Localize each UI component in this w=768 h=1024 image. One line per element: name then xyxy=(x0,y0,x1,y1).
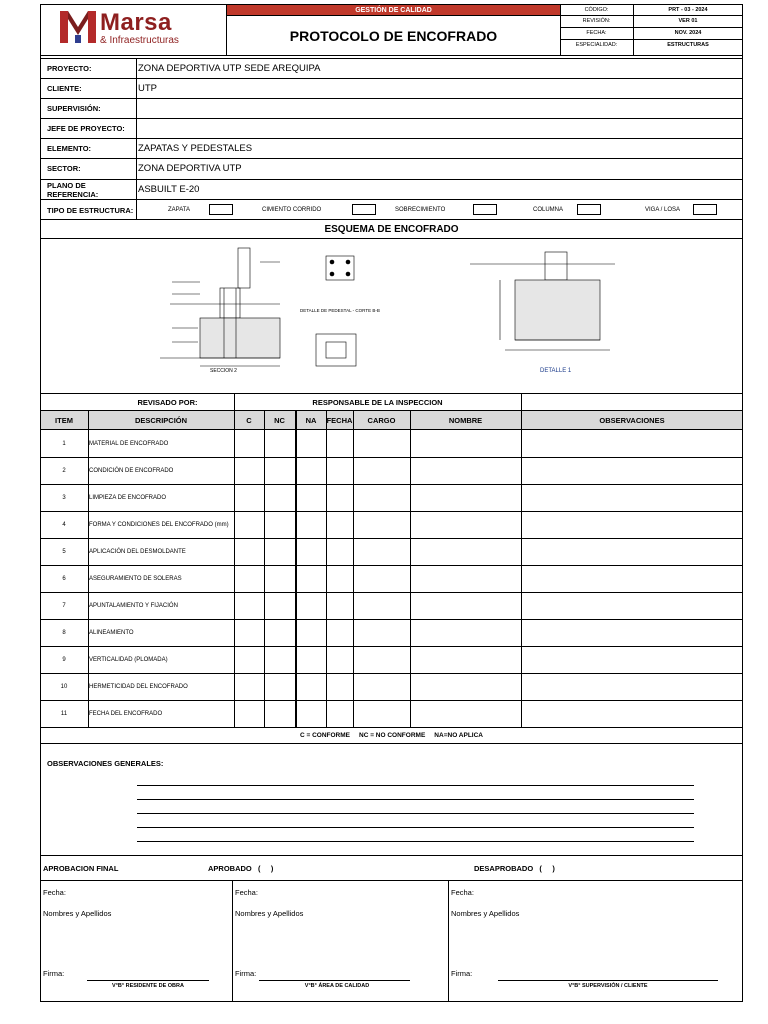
sig2-nombres[interactable]: Nombres y Apellidos xyxy=(235,909,304,918)
field-elemento[interactable]: ZAPATAS Y PEDESTALES xyxy=(138,142,253,154)
label-elemento: ELEMENTO: xyxy=(47,143,92,153)
table-row-10-desc: HERMETICIDAD DEL ENCOFRADO xyxy=(89,683,188,690)
observation-line[interactable] xyxy=(137,785,694,786)
table-row-11-desc: FECHA DEL ENCOFRADO xyxy=(89,711,163,717)
option-columna-label: COLUMNA xyxy=(533,207,564,213)
caption-right: DETALLE 1 xyxy=(540,368,572,374)
table-row-2-desc: CONDICIÓN DE ENCOFRADO xyxy=(89,467,174,474)
th-nombre: NOMBRE xyxy=(448,416,483,425)
th-observaciones: OBSERVACIONES xyxy=(599,416,665,425)
meta-label-codigo: CÓDIGO: xyxy=(584,6,609,13)
logo-name: Marsa xyxy=(100,9,172,36)
table-row-6-desc: ASEGURAMIENTO DE SOLERAS xyxy=(89,575,182,582)
table-row-3-item: 3 xyxy=(62,494,66,501)
meta-value-fecha: NOV. 2024 xyxy=(674,30,702,36)
th-fecha: FECHA xyxy=(326,416,353,425)
table-row-1-item: 1 xyxy=(62,440,66,447)
label-jefe-proyecto: JEFE DE PROYECTO: xyxy=(47,123,125,133)
observation-line[interactable] xyxy=(137,827,694,828)
meta-label-especialidad: ESPECIALIDAD: xyxy=(575,42,618,48)
table-row-7-item: 7 xyxy=(62,602,66,609)
label-sector: SECTOR: xyxy=(47,164,81,173)
rejected-option[interactable]: DESAPROBADO ( ) xyxy=(474,864,555,873)
section-drawing-left xyxy=(160,248,280,366)
formwork-drawings xyxy=(140,242,640,388)
form-title: PROTOCOLO DE ENCOFRADO xyxy=(289,28,498,44)
label-tipo-estructura: TIPO DE ESTRUCTURA: xyxy=(47,205,134,215)
th-na: NA xyxy=(305,416,317,425)
meta-value-revision: VER 01 xyxy=(678,18,698,24)
sig2-firma[interactable]: Firma: xyxy=(235,969,257,978)
meta-value-codigo: PRT - 03 - 2024 xyxy=(668,6,708,13)
structure-type-row xyxy=(40,200,743,220)
caption-left: SECCION 2 xyxy=(210,368,237,374)
logo-subtitle: & Infraestructuras xyxy=(100,35,179,46)
checkbox-sobrecimiento[interactable] xyxy=(473,204,497,215)
table-row-4-desc: FORMA Y CONDICIONES DEL ENCOFRADO (mm) xyxy=(89,521,229,528)
approved-option[interactable]: APROBADO ( ) xyxy=(208,864,274,873)
table-row-1-desc: MATERIAL DE ENCOFRADO xyxy=(89,440,169,447)
checkbox-columna[interactable] xyxy=(577,204,601,215)
table-row-8-desc: ALINEAMIENTO xyxy=(89,629,134,636)
observation-line[interactable] xyxy=(137,799,694,800)
field-supervision[interactable] xyxy=(138,98,738,118)
checkbox-zapata[interactable] xyxy=(209,204,233,215)
sig1-firma[interactable]: Firma: xyxy=(43,969,65,978)
label-supervision: SUPERVISIÓN: xyxy=(47,103,101,113)
sig3-firma[interactable]: Firma: xyxy=(451,969,473,978)
th-cargo: CARGO xyxy=(367,416,396,425)
quality-band: GESTIÓN DE CALIDAD xyxy=(227,5,560,15)
sig3-nombres[interactable]: Nombres y Apellidos xyxy=(451,909,520,918)
schema-title: ESQUEMA DE ENCOFRADO xyxy=(324,223,459,235)
label-cliente: CLIENTE: xyxy=(47,83,82,93)
responsable-label: RESPONSABLE DE LA INSPECCION xyxy=(312,398,443,407)
option-zapata-label: ZAPATA xyxy=(168,207,191,213)
table-row-7-desc: APUNTALAMIENTO Y FIJACIÓN xyxy=(89,602,178,609)
observation-line[interactable] xyxy=(137,841,694,842)
table-row-9-item: 9 xyxy=(62,656,66,663)
table-row-3-desc: LIMPIEZA DE ENCOFRADO xyxy=(89,494,167,501)
table-row-5-item: 5 xyxy=(62,548,66,555)
revisado-por-label: REVISADO POR: xyxy=(137,398,198,407)
sig2-fecha[interactable]: Fecha: xyxy=(235,888,258,897)
sig3-fecha[interactable]: Fecha: xyxy=(451,888,474,897)
th-nc: NC xyxy=(274,416,285,425)
table-row-4-item: 4 xyxy=(62,521,66,528)
option-cimiento-label: CIMIENTO CORRIDO xyxy=(262,207,322,213)
table-row-11-item: 11 xyxy=(60,711,68,717)
observation-line[interactable] xyxy=(137,813,694,814)
th-item: ITEM xyxy=(55,416,73,425)
meta-label-fecha: FECHA: xyxy=(586,30,607,36)
table-row-8-item: 8 xyxy=(62,629,66,636)
logo-mark-icon xyxy=(58,7,98,47)
field-sector[interactable]: ZONA DEPORTIVA UTP xyxy=(138,163,242,174)
field-proyecto[interactable]: ZONA DEPORTIVA UTP SEDE AREQUIPA xyxy=(138,62,321,74)
th-descripcion: DESCRIPCIÓN xyxy=(134,416,188,425)
table-row-5-desc: APLICACIÓN DEL DESMOLDANTE xyxy=(89,548,186,555)
approval-final-label: APROBACION FINAL xyxy=(43,864,119,873)
detail-drawing-right xyxy=(470,252,615,350)
option-sobrecimiento-label: SOBRECIMIENTO xyxy=(395,207,446,213)
label-plano-referencia: PLANO DE REFERENCIA: xyxy=(47,180,99,199)
company-logo xyxy=(44,7,220,51)
sig3-role: V°B° SUPERVISIÓN / CLIENTE xyxy=(568,983,648,989)
caption-middle: DETALLE DE PEDESTAL - CORTE B-B xyxy=(300,308,380,313)
checkbox-viga-losa[interactable] xyxy=(693,204,717,215)
meta-label-revision: REVISIÓN: xyxy=(582,18,611,24)
table-legend: C = CONFORME NC = NO CONFORME NA=NO APLICA xyxy=(40,728,743,744)
th-c: C xyxy=(246,416,252,425)
field-plano-referencia[interactable]: ASBUILT E-20 xyxy=(138,184,200,195)
table-row-2-item: 2 xyxy=(62,467,66,474)
table-row-10-item: 10 xyxy=(60,683,68,690)
table-row-9-desc: VERTICALIDAD (PLOMADA) xyxy=(89,656,168,663)
sig1-role: V°B° RESIDENTE DE OBRA xyxy=(112,983,184,989)
checkbox-cimiento-corrido[interactable] xyxy=(352,204,376,215)
sig1-nombres[interactable]: Nombres y Apellidos xyxy=(43,909,112,918)
general-observations-label: OBSERVACIONES GENERALES: xyxy=(47,759,164,768)
sig2-role: V°B° ÁREA DE CALIDAD xyxy=(304,983,370,989)
field-cliente[interactable]: UTP xyxy=(138,82,157,94)
field-jefe-proyecto[interactable] xyxy=(138,118,738,138)
option-viga-losa-label: VIGA / LOSA xyxy=(645,207,681,213)
meta-value-especialidad: ESTRUCTURAS xyxy=(667,42,709,48)
sig1-fecha[interactable]: Fecha: xyxy=(43,888,66,897)
table-row-6-item: 6 xyxy=(62,575,66,582)
label-proyecto: PROYECTO: xyxy=(47,63,92,73)
